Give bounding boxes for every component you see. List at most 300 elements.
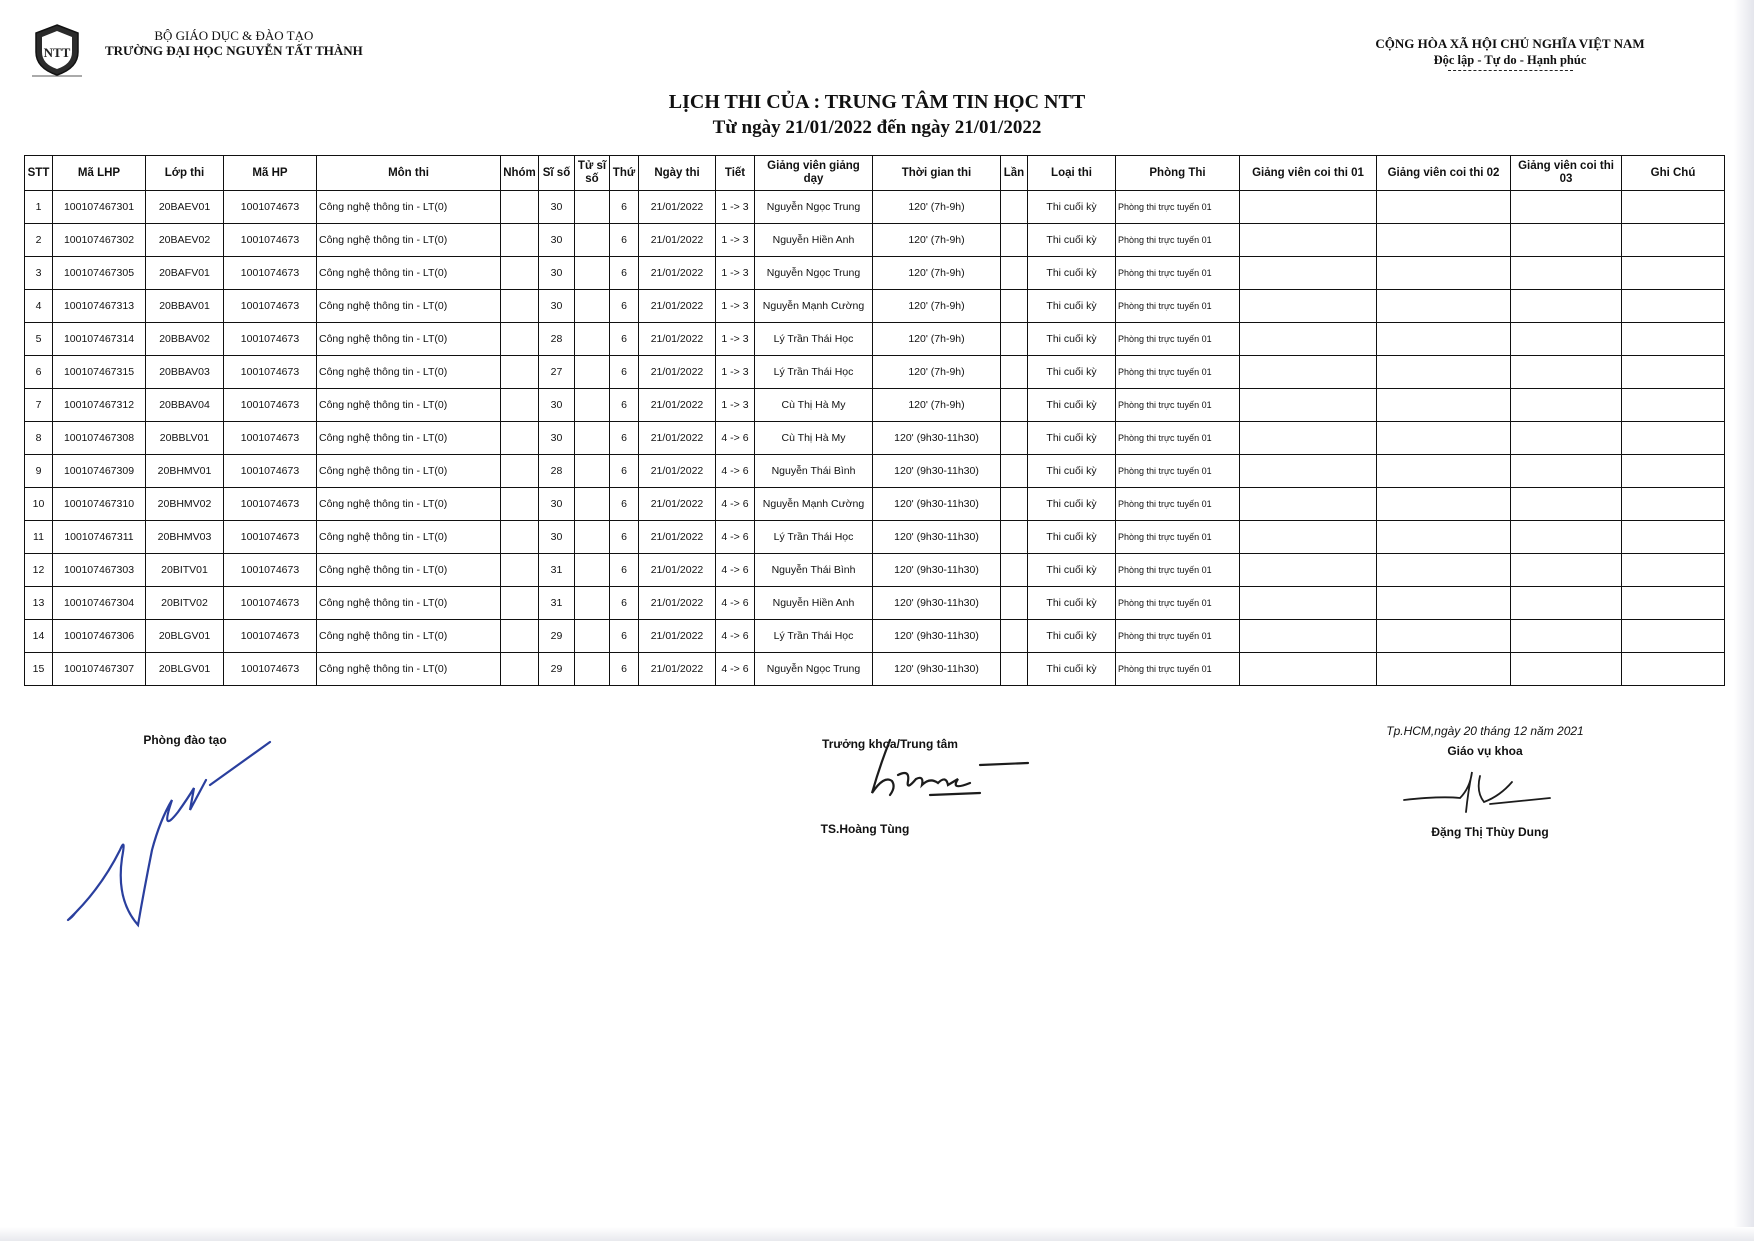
table-cell: 100107467309 [53,455,146,488]
table-cell [1001,587,1028,620]
table-cell: 21/01/2022 [639,257,716,290]
table-cell [1377,356,1511,389]
table-row [25,290,1725,323]
table-cell: 100107467313 [53,290,146,323]
table-cell [1240,455,1377,488]
table-row [25,257,1725,290]
table-cell: 6 [610,290,639,323]
table-cell: Công nghệ thông tin - LT(0) [317,554,501,587]
table-cell: Công nghệ thông tin - LT(0) [317,455,501,488]
table-cell: Nguyễn Ngọc Trung [755,653,873,686]
table-cell [1511,587,1622,620]
table-cell: 21/01/2022 [639,488,716,521]
table-cell [1377,653,1511,686]
column-header: Nhóm [501,156,539,191]
table-cell: 1001074673 [224,224,317,257]
table-cell: Phòng thi trực tuyến 01 [1116,521,1240,554]
table-cell [501,620,539,653]
logo-initials: NTT [43,45,71,60]
table-cell: Nguyễn Hiền Anh [755,224,873,257]
table-cell: 6 [610,323,639,356]
table-cell: 20BITV02 [146,587,224,620]
table-cell: 27 [539,356,575,389]
table-cell [1001,323,1028,356]
handwritten-signature-faculty-admin [1400,762,1560,818]
table-cell: 100107467301 [53,191,146,224]
table-cell: 30 [539,257,575,290]
national-header [1350,36,1670,71]
table-cell: 21/01/2022 [639,455,716,488]
table-cell: Công nghệ thông tin - LT(0) [317,323,501,356]
table-cell [1001,521,1028,554]
table-cell: 30 [539,389,575,422]
table-cell [1511,554,1622,587]
table-cell: Lý Trần Thái Học [755,323,873,356]
table-cell: Thi cuối kỳ [1028,356,1116,389]
table-cell [1240,521,1377,554]
table-cell: 9 [25,455,53,488]
column-header: Mã LHP [53,156,146,191]
table-cell: 31 [539,587,575,620]
table-row [25,488,1725,521]
column-header: Ngày thi [639,156,716,191]
table-cell [1511,356,1622,389]
signature-faculty-admin-name [1390,825,1590,839]
table-cell: 6 [610,620,639,653]
table-cell: Thi cuối kỳ [1028,653,1116,686]
table-cell: 4 -> 6 [716,521,755,554]
table-cell: 6 [610,554,639,587]
table-cell [1240,356,1377,389]
table-cell: 21/01/2022 [639,422,716,455]
table-cell: 1 -> 3 [716,389,755,422]
table-cell: Phòng thi trực tuyến 01 [1116,455,1240,488]
table-cell: 6 [610,653,639,686]
table-cell: 1001074673 [224,389,317,422]
table-cell [501,323,539,356]
table-cell: 120' (7h-9h) [873,323,1001,356]
table-cell: 20BBAV02 [146,323,224,356]
table-cell: Lý Trần Thái Học [755,521,873,554]
table-cell [1240,323,1377,356]
table-cell: 6 [610,356,639,389]
column-header: Tử sĩ số [575,156,610,191]
signature-label: Giáo vụ khoa [1447,744,1523,758]
motto: Độc lập - Tự do - Hạnh phúc [1433,53,1587,67]
table-cell [1622,521,1725,554]
table-cell [1511,323,1622,356]
table-cell: Lý Trần Thái Học [755,356,873,389]
table-cell: Thi cuối kỳ [1028,323,1116,356]
table-cell: Phòng thi trực tuyến 01 [1116,323,1240,356]
university-name: TRƯỜNG ĐẠI HỌC NGUYỄN TẤT THÀNH [105,43,363,58]
table-cell: 1 -> 3 [716,290,755,323]
table-cell: 100107467303 [53,554,146,587]
table-cell: Nguyễn Hiền Anh [755,587,873,620]
table-cell [1511,455,1622,488]
table-row [25,323,1725,356]
column-header: Thời gian thi [873,156,1001,191]
university-logo-icon [26,22,88,78]
table-cell: 21/01/2022 [639,587,716,620]
table-cell [575,653,610,686]
table-cell [501,224,539,257]
table-cell: 1 -> 3 [716,257,755,290]
table-cell [1001,455,1028,488]
table-cell [501,191,539,224]
column-header: STT [25,156,53,191]
table-cell [1622,620,1725,653]
table-cell: 30 [539,521,575,554]
table-cell: 1 -> 3 [716,224,755,257]
table-cell: 21/01/2022 [639,554,716,587]
scan-bottom-shadow [0,1227,1754,1241]
table-cell: 20BLGV01 [146,620,224,653]
table-cell [1377,455,1511,488]
table-cell: 120' (7h-9h) [873,224,1001,257]
table-cell: Công nghệ thông tin - LT(0) [317,587,501,620]
table-cell: 120' (9h30-11h30) [873,488,1001,521]
table-cell: 20BAEV01 [146,191,224,224]
table-cell [575,422,610,455]
table-cell: Thi cuối kỳ [1028,521,1116,554]
table-cell: 100107467302 [53,224,146,257]
table-cell [1240,653,1377,686]
table-row [25,653,1725,686]
table-cell: Phòng thi trực tuyến 01 [1116,224,1240,257]
signer-name: Đặng Thị Thùy Dung [1431,825,1549,839]
table-cell: Công nghệ thông tin - LT(0) [317,488,501,521]
table-cell: Thi cuối kỳ [1028,422,1116,455]
table-cell: 12 [25,554,53,587]
table-cell: 28 [539,455,575,488]
table-cell: 21/01/2022 [639,356,716,389]
column-header: Ghi Chú [1622,156,1725,191]
table-cell: 120' (9h30-11h30) [873,422,1001,455]
table-cell [575,587,610,620]
table-cell: Nguyễn Thái Bình [755,554,873,587]
school-header [105,28,363,58]
table-cell: Thi cuối kỳ [1028,620,1116,653]
exam-schedule-table [24,155,1725,686]
column-header: Tiết [716,156,755,191]
table-cell [575,323,610,356]
table-cell [1001,290,1028,323]
table-cell [1240,488,1377,521]
table-cell [1511,191,1622,224]
table-cell: 29 [539,620,575,653]
table-cell: 120' (7h-9h) [873,257,1001,290]
table-cell: 100107467310 [53,488,146,521]
table-cell [1240,257,1377,290]
table-cell: 30 [539,422,575,455]
table-cell: Công nghệ thông tin - LT(0) [317,422,501,455]
scan-edge-shadow [1734,0,1754,1241]
table-cell [1377,488,1511,521]
table-cell [1001,554,1028,587]
table-cell: 20BHMV02 [146,488,224,521]
table-cell: Phòng thi trực tuyến 01 [1116,356,1240,389]
table-cell: 20BHMV01 [146,455,224,488]
table-cell: Phòng thi trực tuyến 01 [1116,653,1240,686]
table-cell: 4 -> 6 [716,620,755,653]
table-cell [1377,389,1511,422]
table-cell [1240,290,1377,323]
title-line-1: LỊCH THI CỦA : TRUNG TÂM TIN HỌC NTT [668,91,1086,113]
table-cell: Thi cuối kỳ [1028,488,1116,521]
table-cell: 21/01/2022 [639,290,716,323]
table-cell: 1001074673 [224,257,317,290]
table-cell: 4 [25,290,53,323]
table-cell [1377,257,1511,290]
table-cell: 6 [610,191,639,224]
table-cell: 4 -> 6 [716,653,755,686]
table-cell: 100107467304 [53,587,146,620]
table-cell [1240,620,1377,653]
table-cell: Nguyễn Mạnh Cường [755,290,873,323]
table-cell: 20BBLV01 [146,422,224,455]
table-cell: 1001074673 [224,521,317,554]
table-cell: 11 [25,521,53,554]
table-cell: Công nghệ thông tin - LT(0) [317,389,501,422]
table-cell: Thi cuối kỳ [1028,191,1116,224]
table-cell [575,455,610,488]
table-cell [501,290,539,323]
table-cell: 31 [539,554,575,587]
table-cell: 30 [539,488,575,521]
table-cell [575,389,610,422]
table-row [25,389,1725,422]
table-cell: 21/01/2022 [639,224,716,257]
table-cell: 6 [610,257,639,290]
table-cell: 21/01/2022 [639,620,716,653]
table-cell [1622,455,1725,488]
table-cell: 1001074673 [224,191,317,224]
table-cell: 4 -> 6 [716,422,755,455]
table-cell: Thi cuối kỳ [1028,389,1116,422]
table-cell: Công nghệ thông tin - LT(0) [317,653,501,686]
table-cell: 30 [539,224,575,257]
table-cell [1377,554,1511,587]
signature-faculty-admin [1360,724,1610,758]
table-cell: Công nghệ thông tin - LT(0) [317,356,501,389]
column-header: Giảng viên coi thi 03 [1511,156,1622,191]
table-cell: 100107467306 [53,620,146,653]
table-cell: 20BHMV03 [146,521,224,554]
table-cell [1622,422,1725,455]
table-cell [1377,191,1511,224]
column-header: Mã HP [224,156,317,191]
table-cell: 1 [25,191,53,224]
table-cell: Cù Thị Hà My [755,422,873,455]
country-name: CỘNG HÒA XÃ HỘI CHỦ NGHĨA VIỆT NAM [1375,36,1645,51]
table-cell: 6 [610,455,639,488]
table-cell: Công nghệ thông tin - LT(0) [317,521,501,554]
column-header: Thứ [610,156,639,191]
table-cell: 5 [25,323,53,356]
table-cell: 29 [539,653,575,686]
title-line-2: Từ ngày 21/01/2022 đến ngày 21/01/2022 [712,117,1042,138]
table-cell [1240,422,1377,455]
column-header: Sĩ số [539,156,575,191]
table-cell: Nguyễn Ngọc Trung [755,191,873,224]
table-cell [1511,620,1622,653]
table-cell: 100107467308 [53,422,146,455]
table-cell [501,521,539,554]
table-cell: 21/01/2022 [639,653,716,686]
table-cell: 20BAFV01 [146,257,224,290]
table-cell: 13 [25,587,53,620]
table-cell: Nguyễn Mạnh Cường [755,488,873,521]
table-cell [575,356,610,389]
table-cell: 20BITV01 [146,554,224,587]
table-cell: 120' (7h-9h) [873,290,1001,323]
table-cell [1001,422,1028,455]
table-cell: 21/01/2022 [639,389,716,422]
table-cell: Thi cuối kỳ [1028,290,1116,323]
table-cell [1240,554,1377,587]
table-cell [1001,653,1028,686]
table-cell [575,554,610,587]
table-cell [1377,587,1511,620]
document-title [0,90,1754,140]
table-cell [1001,356,1028,389]
table-cell [1511,257,1622,290]
table-cell: 120' (9h30-11h30) [873,653,1001,686]
table-cell [1240,389,1377,422]
table-cell: 15 [25,653,53,686]
signature-label: Phòng đào tạo [143,733,227,747]
table-cell: 4 -> 6 [716,554,755,587]
table-row [25,620,1725,653]
table-cell: 4 -> 6 [716,587,755,620]
table-cell: 1 -> 3 [716,323,755,356]
table-cell [501,455,539,488]
table-cell: 1001074673 [224,422,317,455]
table-row [25,521,1725,554]
table-cell: 100107467305 [53,257,146,290]
table-cell: 6 [610,521,639,554]
table-cell: 20BBAV01 [146,290,224,323]
table-cell: Phòng thi trực tuyến 01 [1116,389,1240,422]
table-cell: 120' (7h-9h) [873,389,1001,422]
table-cell: 1 -> 3 [716,191,755,224]
table-cell: 14 [25,620,53,653]
table-cell: 100107467312 [53,389,146,422]
table-cell [1001,488,1028,521]
table-cell: Phòng thi trực tuyến 01 [1116,620,1240,653]
table-cell [501,389,539,422]
table-cell: 120' (9h30-11h30) [873,455,1001,488]
table-cell: 6 [610,389,639,422]
table-cell: 21/01/2022 [639,191,716,224]
table-cell [1622,257,1725,290]
table-cell [1622,356,1725,389]
table-cell: Phòng thi trực tuyến 01 [1116,587,1240,620]
table-cell: 1001074673 [224,290,317,323]
table-cell [575,191,610,224]
table-cell: 120' (9h30-11h30) [873,554,1001,587]
table-cell [1622,323,1725,356]
table-cell [1377,323,1511,356]
table-cell: Công nghệ thông tin - LT(0) [317,224,501,257]
table-cell: Thi cuối kỳ [1028,587,1116,620]
table-cell [1240,587,1377,620]
signature-date: Tp.HCM,ngày 20 tháng 12 năm 2021 [1386,724,1584,738]
table-cell: Phòng thi trực tuyến 01 [1116,290,1240,323]
table-cell: Công nghệ thông tin - LT(0) [317,257,501,290]
table-cell [1001,191,1028,224]
table-cell: Thi cuối kỳ [1028,455,1116,488]
table-cell: 21/01/2022 [639,323,716,356]
table-cell [1511,521,1622,554]
signature-label: Trưởng khoa/Trung tâm [822,737,958,751]
table-cell: Nguyễn Thái Bình [755,455,873,488]
table-cell [1377,620,1511,653]
table-cell: 1001074673 [224,554,317,587]
table-row [25,191,1725,224]
table-cell [501,488,539,521]
table-cell: 120' (9h30-11h30) [873,620,1001,653]
table-cell [1622,389,1725,422]
table-cell [575,224,610,257]
table-cell: 6 [610,224,639,257]
column-header: Lớp thi [146,156,224,191]
table-cell: Thi cuối kỳ [1028,224,1116,257]
table-cell [1001,257,1028,290]
table-cell [1511,488,1622,521]
table-cell: 6 [610,587,639,620]
table-cell: Công nghệ thông tin - LT(0) [317,191,501,224]
table-cell: 1 -> 3 [716,356,755,389]
table-cell [501,356,539,389]
table-cell [1511,653,1622,686]
table-cell [575,257,610,290]
table-cell: 10 [25,488,53,521]
table-cell: 20BBAV03 [146,356,224,389]
table-cell: 6 [25,356,53,389]
table-cell [575,488,610,521]
column-header: Giảng viên coi thi 02 [1377,156,1511,191]
table-cell: 28 [539,323,575,356]
table-cell: 3 [25,257,53,290]
table-cell: 30 [539,290,575,323]
table-cell: Nguyễn Ngọc Trung [755,257,873,290]
table-body [25,191,1725,686]
column-header: Lần [1001,156,1028,191]
table-cell [1511,290,1622,323]
column-header: Loại thi [1028,156,1116,191]
table-row [25,587,1725,620]
table-cell: 4 -> 6 [716,488,755,521]
table-cell [1622,224,1725,257]
table-cell [1622,653,1725,686]
table-cell [1622,587,1725,620]
table-cell: 120' (9h30-11h30) [873,587,1001,620]
table-cell: 20BBAV04 [146,389,224,422]
table-cell [575,620,610,653]
table-cell: 120' (7h-9h) [873,356,1001,389]
table-cell [1001,389,1028,422]
table-cell [1377,521,1511,554]
table-cell [1377,422,1511,455]
signer-name: TS.Hoàng Tùng [820,822,910,836]
table-cell [1622,191,1725,224]
table-row [25,554,1725,587]
table-cell: 4 -> 6 [716,455,755,488]
table-cell: 20BAEV02 [146,224,224,257]
table-cell: Thi cuối kỳ [1028,257,1116,290]
